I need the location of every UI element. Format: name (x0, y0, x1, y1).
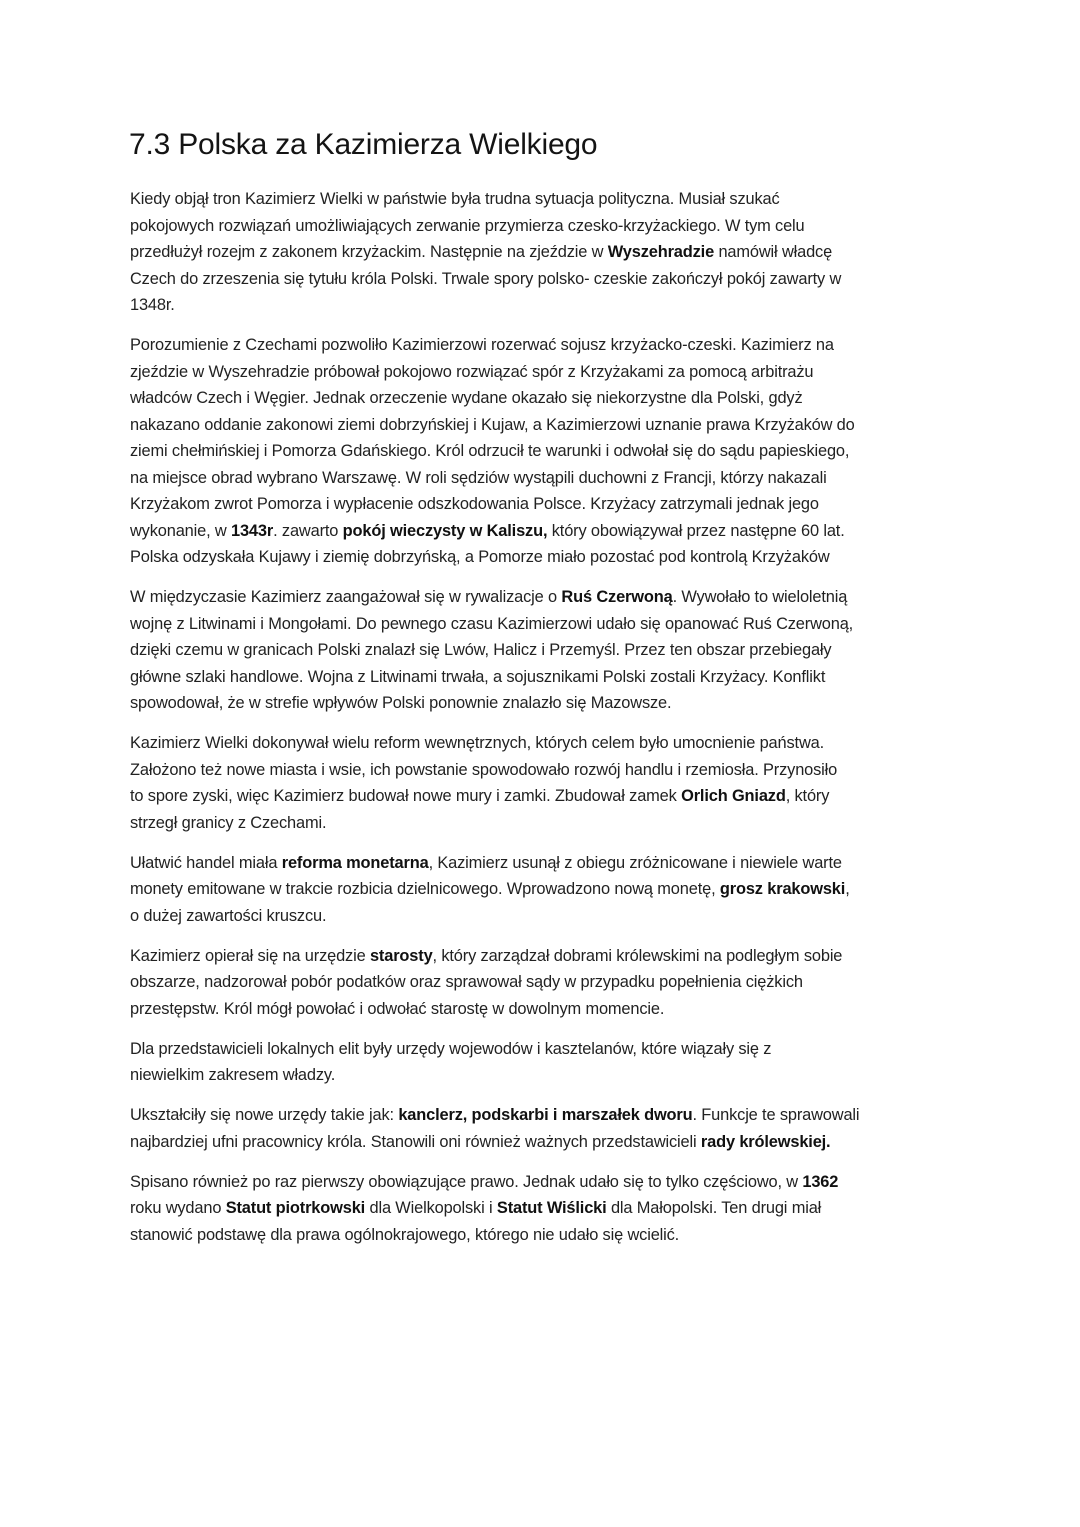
text-line (130, 730, 970, 757)
text-run: Czech do zrzeszenia się tytułu króla Polski. Trwale spory polsko- czeskie zakończył pokój zawarty w (130, 269, 842, 288)
text-run: pokojowych rozwiązań umożliwiających zerwanie przymierza czesko-krzyżackiego. W tym celu (130, 216, 805, 235)
bold-term: Wyszehradzie (607, 243, 715, 261)
text-run: , który (785, 787, 830, 805)
paragraph (130, 1169, 970, 1249)
text-run: monety emitowane w trakcie rozbicia dzielnicowego. Wprowadzono nową monetę, (130, 880, 720, 898)
text-run: to spore zyski, więc Kazimierz budował nowe mury i zamki. Zbudował zamek (130, 787, 682, 805)
text-line (130, 1169, 970, 1196)
text-line (130, 903, 970, 930)
text-line (130, 438, 970, 465)
text-line (130, 1102, 970, 1129)
text-run: zjeździe w Wyszehradzie próbował pokojowo rozwiązać spór z Krzyżakami za pomocą arbitrażu (130, 362, 814, 381)
text-run: Założono też nowe miasta i wsie, ich powstanie spowodowało rozwój handlu i rzemiosła. Przynosiło (130, 760, 838, 779)
text-run: namówił władcę (714, 243, 833, 261)
paragraph (130, 850, 970, 930)
text-run: dla Małopolski. Ten drugi miał (606, 1199, 822, 1217)
text-run: przedłużył rozejm z zakonem krzyżackim. Następnie na zjeździe w (130, 243, 608, 261)
text-line (130, 1129, 970, 1156)
text-line (130, 664, 970, 691)
text-line (130, 876, 970, 903)
text-run: . zawarto (273, 521, 343, 540)
bold-term: grosz krakowski (719, 880, 846, 898)
text-line (130, 969, 970, 996)
bold-term: Ruś Czerwoną (561, 588, 673, 606)
text-run: Spisano również po raz pierwszy obowiązujące prawo. Jednak udało się to tylko częściowo, w (130, 1172, 803, 1191)
bold-term: starosty (369, 946, 433, 965)
text-line (130, 266, 970, 293)
text-run: ziemi chełmińskiej i Pomorza Gdańskiego. Król odrzucił te warunki i odwołał się do sądu papieskiego, (130, 442, 850, 460)
text-run: główne szlaki handlowe. Wojna z Litwinami trwała, a sojusznikami Polski zostali Krzyżacy. Konflikt (130, 667, 826, 686)
text-line (130, 332, 970, 359)
bold-term: Statut piotrkowski (225, 1199, 366, 1217)
text-run: W międzyczasie Kazimierz zaangażował się w rywalizacje o (130, 588, 562, 606)
text-line (130, 757, 970, 784)
text-run: Polska odzyskała Kujawy i ziemię dobrzyńską, a Pomorze miało pozostać pod kontrolą Krzyżaków (130, 548, 830, 566)
text-line (130, 385, 970, 412)
text-run: spowodował, że w strefie wpływów Polski ponownie znalazło się Mazowsze. (130, 694, 672, 712)
paragraph (130, 584, 970, 717)
text-line (130, 491, 970, 518)
text-line (130, 239, 970, 266)
text-run: Kazimierz opierał się na urzędzie (130, 946, 370, 965)
text-line (130, 465, 970, 492)
text-run: roku wydano (130, 1199, 226, 1217)
text-run: Kazimierz Wielki dokonywał wielu reform wewnętrznych, których celem było umocnienie państwa. (130, 734, 824, 752)
text-run: . Funkcje te sprawowali (692, 1106, 860, 1124)
bold-term: kanclerz, podskarbi i marszałek dworu (398, 1106, 693, 1124)
text-line (130, 611, 970, 638)
bold-term: 1362 (802, 1172, 839, 1191)
paragraph (130, 186, 970, 319)
text-line (130, 1036, 970, 1063)
text-run: , Kazimierz usunął z obiegu zróżnicowane i niewiele warte (428, 853, 842, 872)
text-line (130, 1222, 970, 1249)
paragraph (130, 332, 970, 571)
text-line (130, 584, 970, 611)
text-line (130, 292, 970, 319)
text-run: Porozumienie z Czechami pozwoliło Kazimierzowi rozerwać sojusz krzyżacko-czeski. Kazimierz na (130, 336, 834, 354)
paragraph (130, 730, 970, 836)
text-run: wykonanie, w (130, 521, 231, 540)
bold-term: Orlich Gniazd (681, 787, 786, 805)
text-run: strzegł granicy z Czechami. (130, 813, 327, 832)
text-line (130, 1195, 970, 1222)
text-line (130, 412, 970, 439)
text-run: Kiedy objął tron Kazimierz Wielki w państwie była trudna sytuacja polityczna. Musiał szukać (130, 190, 780, 208)
text-run: niewielkim zakresem władzy. (130, 1066, 336, 1084)
text-run: Ułatwić handel miała (130, 853, 282, 872)
text-run: Ukształciły się nowe urzędy takie jak: (130, 1106, 399, 1124)
text-line (130, 518, 970, 545)
text-run: o dużej zawartości kruszcu. (130, 906, 327, 925)
text-run: stanowić podstawę dla prawa ogólnokrajowego, którego nie udało się wcielić. (130, 1225, 680, 1244)
text-line (130, 637, 970, 664)
text-line (130, 943, 970, 970)
text-run: wojnę z Litwinami i Mongołami. Do pewnego czasu Kazimierzowi udało się opanować Ruś Czerwoną, (130, 614, 854, 633)
text-run: dla Wielkopolski i (365, 1199, 497, 1217)
document-body (130, 186, 970, 1262)
text-line (130, 690, 970, 717)
text-run: obszarze, nadzorował pobór podatków oraz sprawował sądy w przypadku popełnienia ciężkich (130, 973, 803, 991)
bold-term: Statut Wiślicki (496, 1199, 607, 1217)
paragraph (130, 1102, 970, 1155)
text-run: na miejsce obrad wybrano Warszawę. W roli sędziów wystąpili duchowni z Francji, którzy nakazali (130, 468, 827, 487)
paragraph (130, 1036, 970, 1089)
bold-term: rady królewskiej. (700, 1132, 831, 1151)
page-title: 7.3 Polska za Kazimierza Wielkiego (129, 128, 598, 161)
text-run: , (845, 880, 850, 898)
text-run: który obowiązywał przez następne 60 lat. (547, 521, 845, 540)
text-line (130, 996, 970, 1023)
text-line (130, 810, 970, 837)
text-line (130, 1062, 970, 1089)
text-line (130, 186, 970, 213)
paragraph (130, 943, 970, 1023)
text-run: przestępstw. Król mógł powołać i odwołać starostę w dowolnym momencie. (130, 999, 665, 1018)
bold-term: reforma monetarna (281, 853, 429, 872)
text-run: . Wywołało to wieloletnią (672, 588, 848, 606)
bold-term: 1343r (231, 521, 274, 540)
text-line (130, 544, 970, 571)
text-run: nakazano oddanie zakonowi ziemi dobrzyńskiej i Kujaw, a Kazimierzowi uznanie prawa Krzyżaków do (130, 415, 855, 434)
text-line (130, 783, 970, 810)
text-run: Dla przedstawicieli lokalnych elit były urzędy wojewodów i kasztelanów, które wiązały się z (130, 1039, 772, 1058)
text-line (130, 213, 970, 240)
bold-term: pokój wieczysty w Kaliszu, (342, 521, 548, 540)
text-run: , który zarządzał dobrami królewskimi na podległym sobie (432, 946, 843, 965)
text-run: 1348r. (130, 296, 175, 314)
text-run: władców Czech i Węgier. Jednak orzeczenie wydane okazało się niekorzystne dla Polski, gdyż (130, 389, 803, 407)
text-run: najbardziej ufni pracownicy króla. Stanowili oni również ważnych przedstawicieli (130, 1132, 701, 1151)
text-line (130, 359, 970, 386)
text-run: Krzyżakom zwrot Pomorza i wypłacenie odszkodowania Polsce. Krzyżacy zatrzymali jednak jego (130, 495, 819, 513)
text-run: dzięki czemu w granicach Polski znalazł się Lwów, Halicz i Przemyśl. Przez ten obszar przebiegały (130, 641, 832, 659)
text-line (130, 850, 970, 877)
